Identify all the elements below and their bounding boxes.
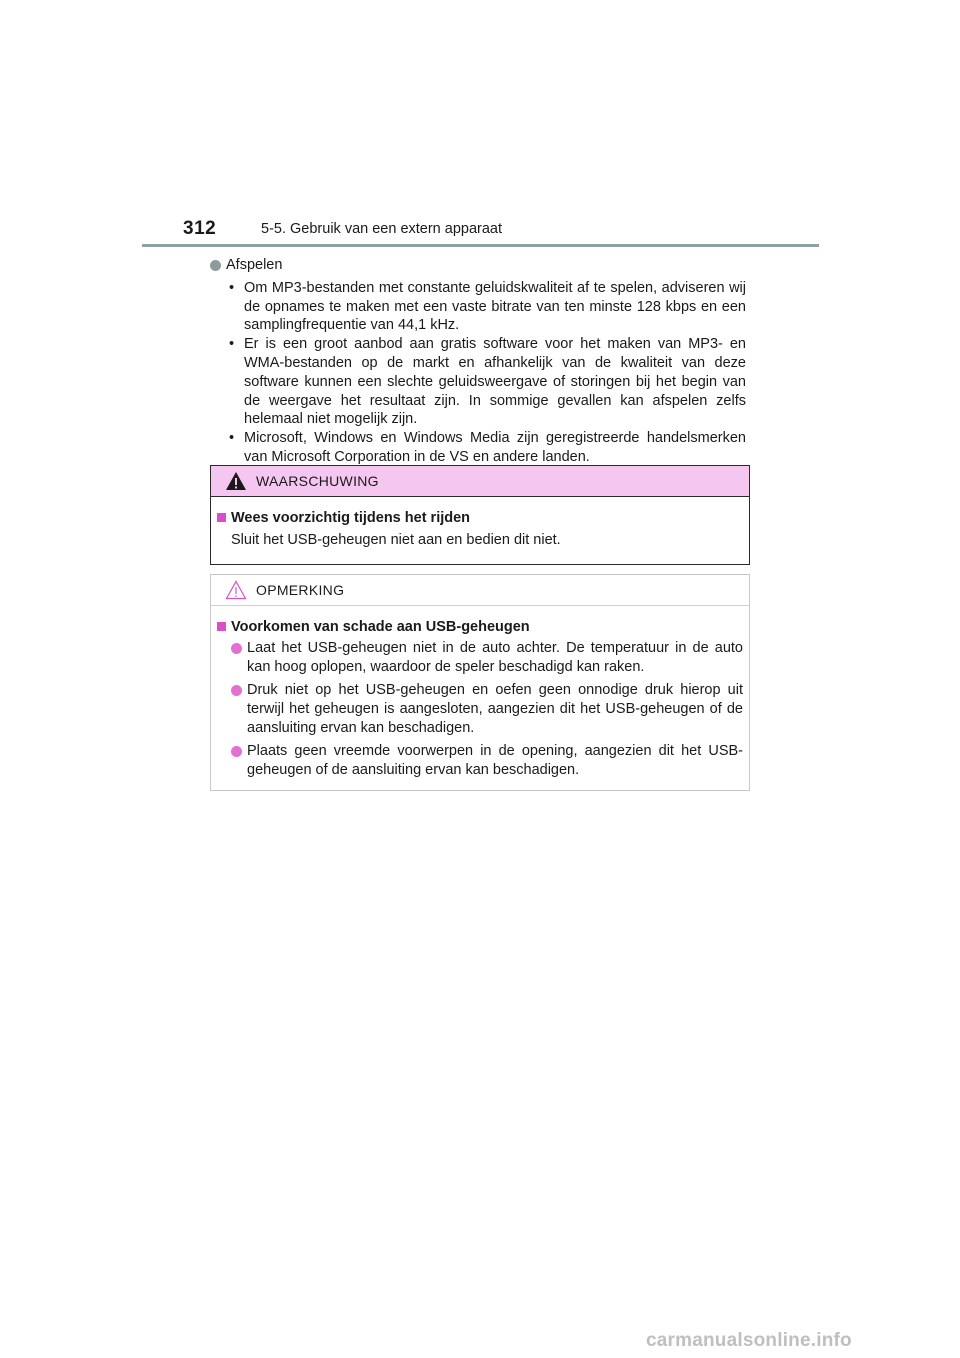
list-item-text: Om MP3-bestanden met constante geluidskwaliteit af te spelen, adviseren wij de opnames te maken met een vaste bitrate van ten minste 128 kbps en een samplingfrequentie van 44,1 kHz. xyxy=(244,279,746,334)
list-item xyxy=(210,335,746,429)
list-item xyxy=(217,742,743,780)
pink-bullet-icon xyxy=(231,643,242,654)
pink-bullet-icon xyxy=(231,685,242,696)
warning-label: WAARSCHUWING xyxy=(256,473,379,489)
square-bullet-icon xyxy=(217,513,226,522)
warning-box xyxy=(210,465,750,565)
watermark: carmanualsonline.info xyxy=(646,1330,852,1351)
playback-heading-text: Afspelen xyxy=(226,257,283,273)
notice-bullets xyxy=(217,639,743,780)
notice-header xyxy=(211,575,749,606)
page-number: 312 xyxy=(183,218,217,239)
warning-item-text: Sluit het USB-geheugen niet aan en bedien dit niet. xyxy=(231,532,561,548)
warning-body xyxy=(211,497,749,550)
list-item-text: Laat het USB-geheugen niet in de auto achter. De temperatuur in de auto kan hoog oplopen, waardoor de speler beschadigd kan raken. xyxy=(247,640,743,675)
section-title: 5-5. Gebruik van een extern apparaat xyxy=(261,221,503,237)
bullet-dot-icon: • xyxy=(229,279,235,296)
pink-bullet-icon xyxy=(231,746,242,757)
playback-section xyxy=(210,256,746,467)
notice-item-heading xyxy=(217,618,743,637)
bullet-dot-icon: • xyxy=(229,430,235,447)
list-item xyxy=(217,639,743,677)
header-divider xyxy=(142,244,819,247)
playback-bullets xyxy=(210,279,746,467)
caution-triangle-icon xyxy=(225,580,247,600)
list-item-text: Plaats geen vreemde voorwerpen in de opening, aangezien dit het USB-geheugen of de aansluiting ervan kan beschadigen. xyxy=(247,743,743,778)
warning-triangle-icon xyxy=(225,471,247,491)
warning-item-heading xyxy=(217,509,743,528)
list-item xyxy=(210,429,746,467)
notice-label: OPMERKING xyxy=(256,582,345,598)
notice-body xyxy=(211,606,749,780)
list-item xyxy=(210,279,746,335)
list-item xyxy=(217,681,743,738)
list-item-text: Er is een groot aanbod aan gratis software voor het maken van MP3- en WMA-bestanden op de markt en afhankelijk van de kwaliteit van deze software kunnen een slechte geluidsweergave of storingen bij het begin van de weergave het resultaat zijn. In sommige gevallen kan afspelen zelfs helemaal niet mogelijk zijn. xyxy=(244,336,746,428)
circle-bullet-icon xyxy=(210,260,221,271)
warning-item-heading-text: Wees voorzichtig tijdens het rijden xyxy=(231,510,471,526)
square-bullet-icon xyxy=(217,622,226,631)
notice-box xyxy=(210,574,750,791)
playback-heading xyxy=(210,256,746,275)
notice-item-heading-text: Voorkomen van schade aan USB-geheugen xyxy=(231,619,530,635)
list-item-text: Druk niet op het USB-geheugen en oefen geen onnodige druk hierop uit terwijl het geheugen is aangesloten, aangezien dit het USB-geheugen of de aansluiting ervan kan beschadigen. xyxy=(247,682,743,736)
bullet-dot-icon: • xyxy=(229,336,235,353)
warning-header xyxy=(211,466,749,497)
list-item-text: Microsoft, Windows en Windows Media zijn geregistreerde handelsmerken van Microsoft Corporation in de VS en andere landen. xyxy=(244,430,746,465)
